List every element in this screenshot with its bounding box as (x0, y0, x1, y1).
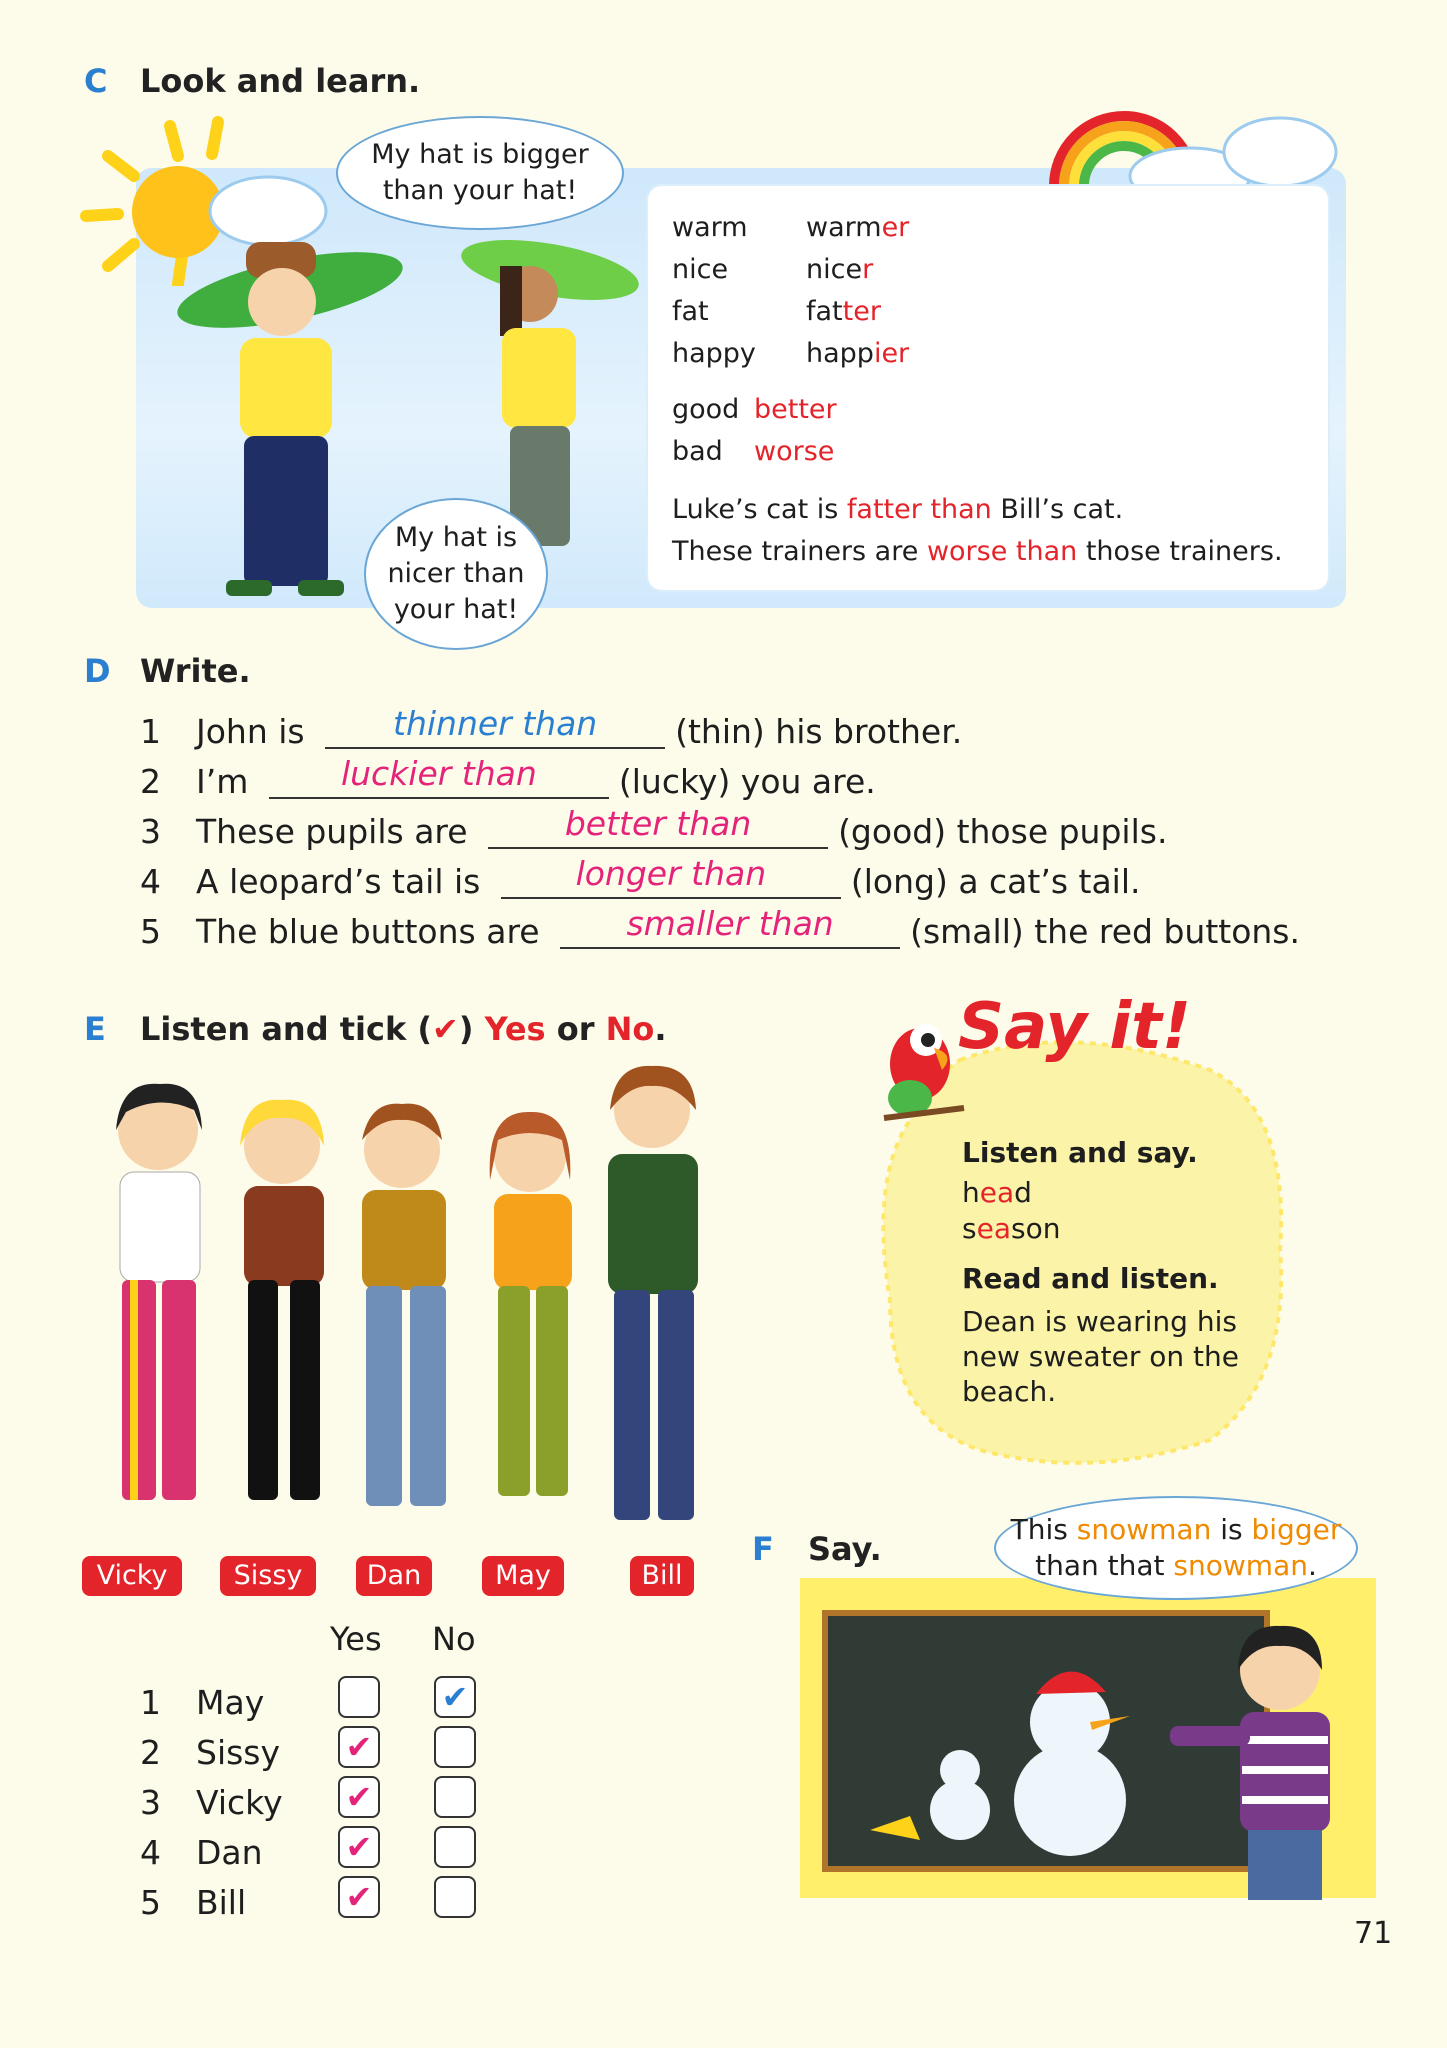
item-prefix: I’m (196, 762, 249, 801)
title-text: Listen and tick ( (140, 1010, 433, 1048)
word-part: s (962, 1212, 977, 1245)
tick-row (140, 1830, 263, 1876)
row-number: 1 (140, 1683, 161, 1722)
item-suffix: (thin) his brother. (675, 712, 963, 751)
title-text: . (654, 1010, 667, 1048)
word-part: d (1014, 1176, 1032, 1209)
item-suffix: (long) a cat’s tail. (850, 862, 1141, 901)
name-tag-may: May (482, 1556, 564, 1596)
answer-blank[interactable]: longer than (501, 857, 841, 899)
suffix: ier (873, 338, 910, 369)
item-number: 5 (140, 912, 161, 951)
boy-pointing-illustration (1160, 1600, 1380, 1900)
item-prefix: These pupils are (196, 812, 468, 851)
checkbox-no[interactable] (434, 1826, 476, 1868)
checkbox-no[interactable]: ✔ (434, 1676, 476, 1718)
checkbox-yes[interactable]: ✔ (338, 1776, 380, 1818)
speech-bubble-snowman (994, 1496, 1358, 1600)
word-part: son (1010, 1212, 1061, 1245)
bubble-line: My hat is bigger (371, 139, 589, 170)
adjective-comparative (806, 212, 909, 243)
irregular-comparative: better (754, 394, 837, 425)
bubble-line (1011, 1512, 1342, 1548)
checkbox-yes[interactable] (338, 1676, 380, 1718)
word-part: h (962, 1176, 980, 1209)
item-prefix: A leopard’s tail is (196, 862, 481, 901)
irregular-base: good (672, 394, 740, 425)
row-number: 4 (140, 1833, 161, 1872)
irregular-base: bad (672, 436, 723, 467)
read-listen-title: Read and listen. (962, 1262, 1219, 1295)
word-sound: ea (976, 1212, 1011, 1245)
irregular-comparative: worse (754, 436, 835, 467)
write-item (140, 704, 963, 754)
item-prefix: John is (196, 712, 305, 751)
suffix: ter (842, 296, 881, 327)
read-line: Dean is wearing his (962, 1305, 1237, 1338)
speech-bubble-boy (336, 116, 624, 230)
item-suffix: (good) those pupils. (838, 812, 1168, 851)
write-item (140, 804, 1168, 854)
section-e-title (140, 1010, 667, 1048)
bubble-text: than that (1035, 1549, 1174, 1582)
adjective-base: warm (672, 212, 748, 243)
row-number: 3 (140, 1783, 161, 1822)
tick-row (140, 1680, 264, 1726)
section-f-letter: F (752, 1530, 774, 1568)
row-name: May (196, 1683, 265, 1722)
stem: nice (806, 254, 863, 285)
listen-say-title: Listen and say. (962, 1136, 1198, 1169)
answer-blank[interactable]: luckier than (269, 757, 609, 799)
stem: warm (806, 212, 882, 243)
answer-blank[interactable]: thinner than (325, 707, 665, 749)
section-d-letter: D (84, 652, 111, 690)
bubble-line: nicer than (387, 558, 525, 589)
bubble-highlight: snowman (1076, 1513, 1212, 1546)
item-number: 4 (140, 862, 161, 901)
bubble-highlight: snowman (1173, 1549, 1308, 1582)
example-text: Luke’s cat is (672, 494, 847, 525)
example-sentence (672, 494, 1123, 525)
word-sound: ea (979, 1176, 1015, 1209)
bubble-line: than your hat! (382, 175, 578, 206)
example-text: These trainers are (672, 536, 927, 567)
page-number: 71 (1354, 1916, 1393, 1951)
checkbox-no[interactable] (434, 1726, 476, 1768)
checkbox-no[interactable] (434, 1876, 476, 1918)
write-item (140, 754, 876, 804)
section-c-letter: C (84, 62, 108, 100)
row-name: Vicky (196, 1783, 283, 1822)
adjective-comparative (806, 338, 909, 369)
title-text: or (545, 1010, 606, 1048)
yes-word: Yes (484, 1010, 546, 1048)
name-tag-dan: Dan (356, 1556, 432, 1596)
name-tag-vicky: Vicky (82, 1556, 182, 1596)
write-item (140, 904, 1300, 954)
section-c-title: Look and learn. (140, 62, 421, 100)
example-text: those trainers. (1077, 536, 1283, 567)
row-number: 2 (140, 1733, 161, 1772)
adjective-base: happy (672, 338, 756, 369)
bubble-highlight: bigger (1251, 1513, 1342, 1546)
checkbox-yes[interactable]: ✔ (338, 1826, 380, 1868)
tick-row (140, 1730, 280, 1776)
answer-blank[interactable]: smaller than (560, 907, 900, 949)
tick-row (140, 1880, 246, 1926)
checkbox-yes[interactable]: ✔ (338, 1876, 380, 1918)
five-children-illustration (70, 1060, 750, 1550)
suffix: er (881, 212, 910, 243)
tick-symbol: ✔ (432, 1010, 459, 1048)
stem: fat (806, 296, 843, 327)
bubble-text: This (1010, 1513, 1077, 1546)
speech-bubble-girl (364, 498, 548, 650)
bubble-line (1035, 1548, 1317, 1584)
suffix: r (862, 254, 874, 285)
bubble-line: My hat is (394, 522, 518, 553)
write-item (140, 854, 1141, 904)
adjective-comparative (806, 254, 873, 285)
checkbox-yes[interactable]: ✔ (338, 1726, 380, 1768)
title-text: ) (458, 1010, 485, 1048)
item-number: 2 (140, 762, 161, 801)
no-word: No (605, 1010, 655, 1048)
read-line: new sweater on the (962, 1340, 1239, 1373)
bubble-text: . (1307, 1549, 1317, 1582)
row-number: 5 (140, 1883, 161, 1922)
adjective-base: nice (672, 254, 729, 285)
name-tag-bill: Bill (630, 1556, 694, 1596)
phonics-word (962, 1176, 1032, 1209)
adjective-base: fat (672, 296, 709, 327)
adjective-comparative (806, 296, 881, 327)
phonics-word (962, 1212, 1060, 1245)
read-line: beach. (962, 1375, 1057, 1408)
column-header-no: No (432, 1620, 476, 1658)
row-name: Sissy (196, 1733, 281, 1772)
bubble-text: is (1211, 1513, 1252, 1546)
example-sentence (672, 536, 1283, 567)
example-highlight: worse than (926, 536, 1078, 567)
item-suffix: (small) the red buttons. (910, 912, 1300, 951)
section-d-title: Write. (140, 652, 251, 690)
section-e-letter: E (84, 1010, 106, 1048)
item-number: 1 (140, 712, 161, 751)
say-it-title: Say it! (958, 990, 1192, 1064)
tick-row (140, 1780, 283, 1826)
bubble-line: your hat! (393, 594, 519, 625)
read-text (962, 1304, 1239, 1409)
checkbox-no[interactable] (434, 1776, 476, 1818)
item-prefix: The blue buttons are (196, 912, 540, 951)
row-name: Bill (196, 1883, 247, 1922)
item-suffix: (lucky) you are. (618, 762, 876, 801)
item-number: 3 (140, 812, 161, 851)
comparatives-card (648, 186, 1328, 590)
row-name: Dan (196, 1833, 263, 1872)
stem: happ (806, 338, 874, 369)
answer-blank[interactable]: better than (488, 807, 828, 849)
name-tag-sissy: Sissy (220, 1556, 316, 1596)
example-highlight: fatter than (846, 494, 992, 525)
section-f-title: Say. (808, 1530, 882, 1568)
example-text: Bill’s cat. (991, 494, 1124, 525)
column-header-yes: Yes (330, 1620, 382, 1658)
